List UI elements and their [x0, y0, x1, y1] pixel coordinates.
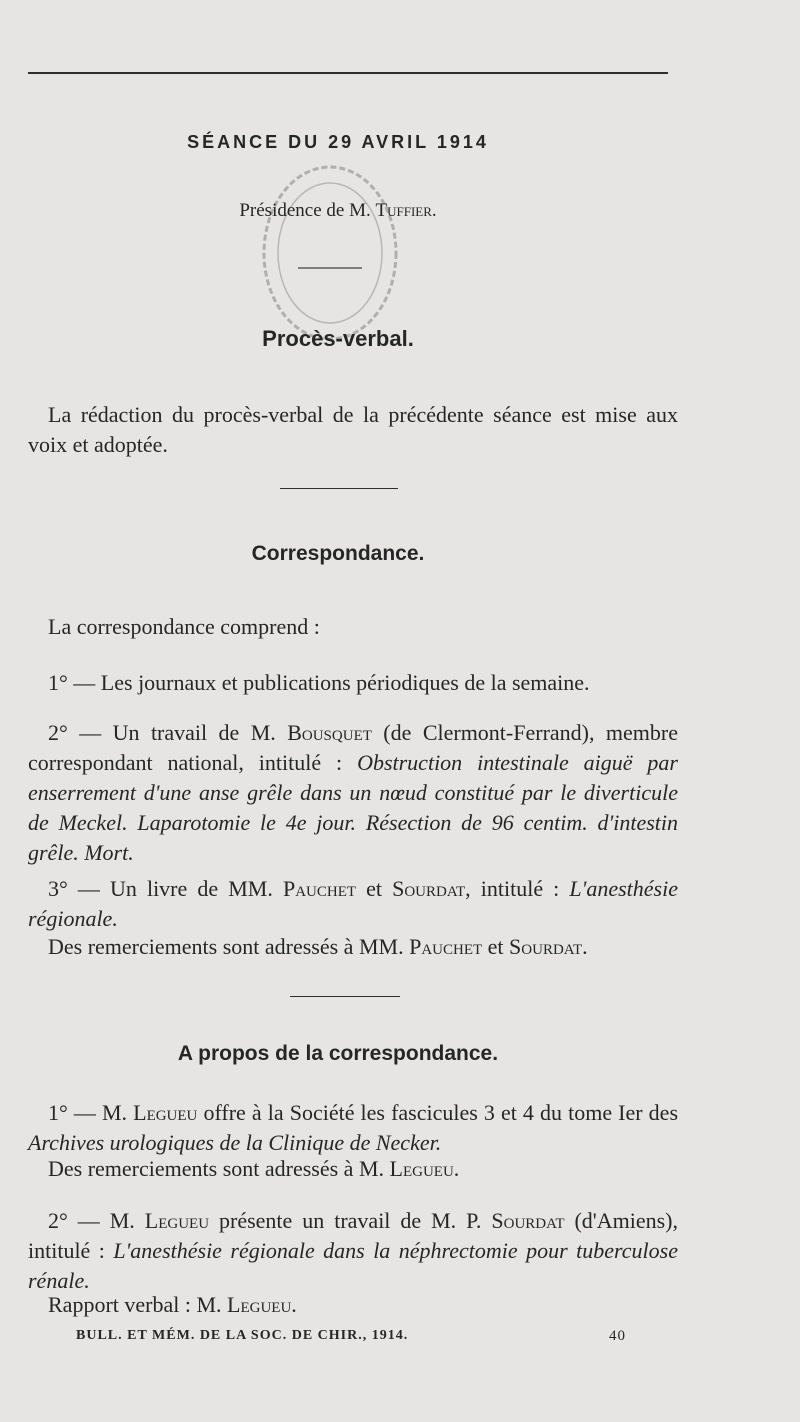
separator: [290, 996, 400, 997]
rapport-name: Legueu: [227, 1292, 292, 1317]
ap-item2-text-c: (d'Amiens), intitulé :: [28, 1208, 679, 1263]
rapport-text-b: .: [291, 1292, 297, 1317]
page-number: 40: [609, 1328, 626, 1344]
presidence-line: [0, 200, 676, 222]
library-stamp: [250, 158, 410, 348]
rapport-text-a: Rapport verbal : M.: [48, 1292, 228, 1317]
item2-author: Bousquet: [287, 720, 372, 745]
a-propos-item-2: [28, 1206, 678, 1296]
ap-item1-title: Archives urologiques de la Clinique de Necker.: [28, 1130, 442, 1155]
item2-text-a: 2° — Un travail de M.: [48, 720, 288, 745]
proces-verbal-title: Procès-verbal.: [262, 326, 414, 351]
item2-title: Obstruction intestinale aiguë par enserrement d'une anse grêle dans un nœud constitué par le diverticule de Meckel. Laparotomie le 4e jour. Résection de 96 centim. d'intestin grêle. Mort.: [28, 750, 678, 865]
proces-verbal-text: La rédaction du procès-verbal de la précédente séance est mise aux voix et adoptée.: [28, 402, 678, 457]
ap-thanks-name: Legueu: [389, 1156, 454, 1181]
correspondance-intro: La correspondance comprend :: [48, 614, 320, 639]
correspondance-thanks: [28, 932, 678, 962]
thanks-text-c: .: [582, 934, 588, 959]
thanks-text-a: Des remerciements sont adressés à MM.: [48, 934, 410, 959]
thanks-text-b: et: [482, 934, 510, 959]
item3-text-a: 3° — Un livre de MM.: [48, 876, 283, 901]
ap-item1-text-b: offre à la Société les fascicules 3 et 4 du tome Ier des: [197, 1100, 679, 1125]
thanks-name-1: Pauchet: [409, 934, 483, 959]
ap-item1-text-a: 1° — M.: [48, 1100, 134, 1125]
item3-text-c: , intitulé :: [465, 876, 570, 901]
correspondance-item-2: [28, 718, 678, 868]
thanks-name-2: Sourdat: [509, 934, 583, 959]
ap-item2-name: Legueu: [144, 1208, 210, 1233]
correspondance-title: Correspondance.: [251, 542, 425, 565]
ap-item2-text-b: présente un travail de M. P.: [209, 1208, 492, 1233]
journal-reference: BULL. ET MÉM. DE LA SOC. DE CHIR., 1914.: [76, 1328, 409, 1343]
rapport-verbal: [28, 1290, 678, 1320]
ap-item2-title: L'anesthésie régionale dans la néphrectomie pour tuberculose rénale.: [28, 1238, 678, 1293]
seance-heading: SÉANCE DU 29 AVRIL 1914: [187, 132, 489, 152]
item3-title: L'anesthésie régionale.: [28, 876, 678, 931]
ap-thanks-text-b: .: [453, 1156, 460, 1181]
top-rule: [28, 72, 668, 74]
presidence-prefix: Présidence de M.: [239, 200, 376, 221]
ap-item2-text-a: 2° — M.: [48, 1208, 145, 1233]
ap-item1-name: Legueu: [133, 1100, 198, 1125]
presidence-name: Tuffier.: [375, 200, 437, 221]
item2-text-b: (de Clermont-Ferrand), membre correspondant national, intitulé :: [28, 720, 678, 775]
item3-text-b: et: [356, 876, 393, 901]
ap-item2-name-2: Sourdat: [491, 1208, 565, 1233]
correspondance-item-3: [28, 874, 678, 934]
a-propos-item-1: [28, 1098, 678, 1158]
page-footer: [76, 1328, 626, 1344]
a-propos-thanks: [28, 1154, 678, 1184]
separator: [280, 488, 398, 489]
item3-author-1: Pauchet: [282, 876, 357, 901]
item3-author-2: Sourdat: [392, 876, 466, 901]
correspondance-item-1: 1° — Les journaux et publications périodiques de la semaine.: [48, 670, 590, 695]
ap-thanks-text-a: Des remerciements sont adressés à M.: [48, 1156, 390, 1181]
a-propos-title: A propos de la correspondance.: [177, 1042, 499, 1065]
